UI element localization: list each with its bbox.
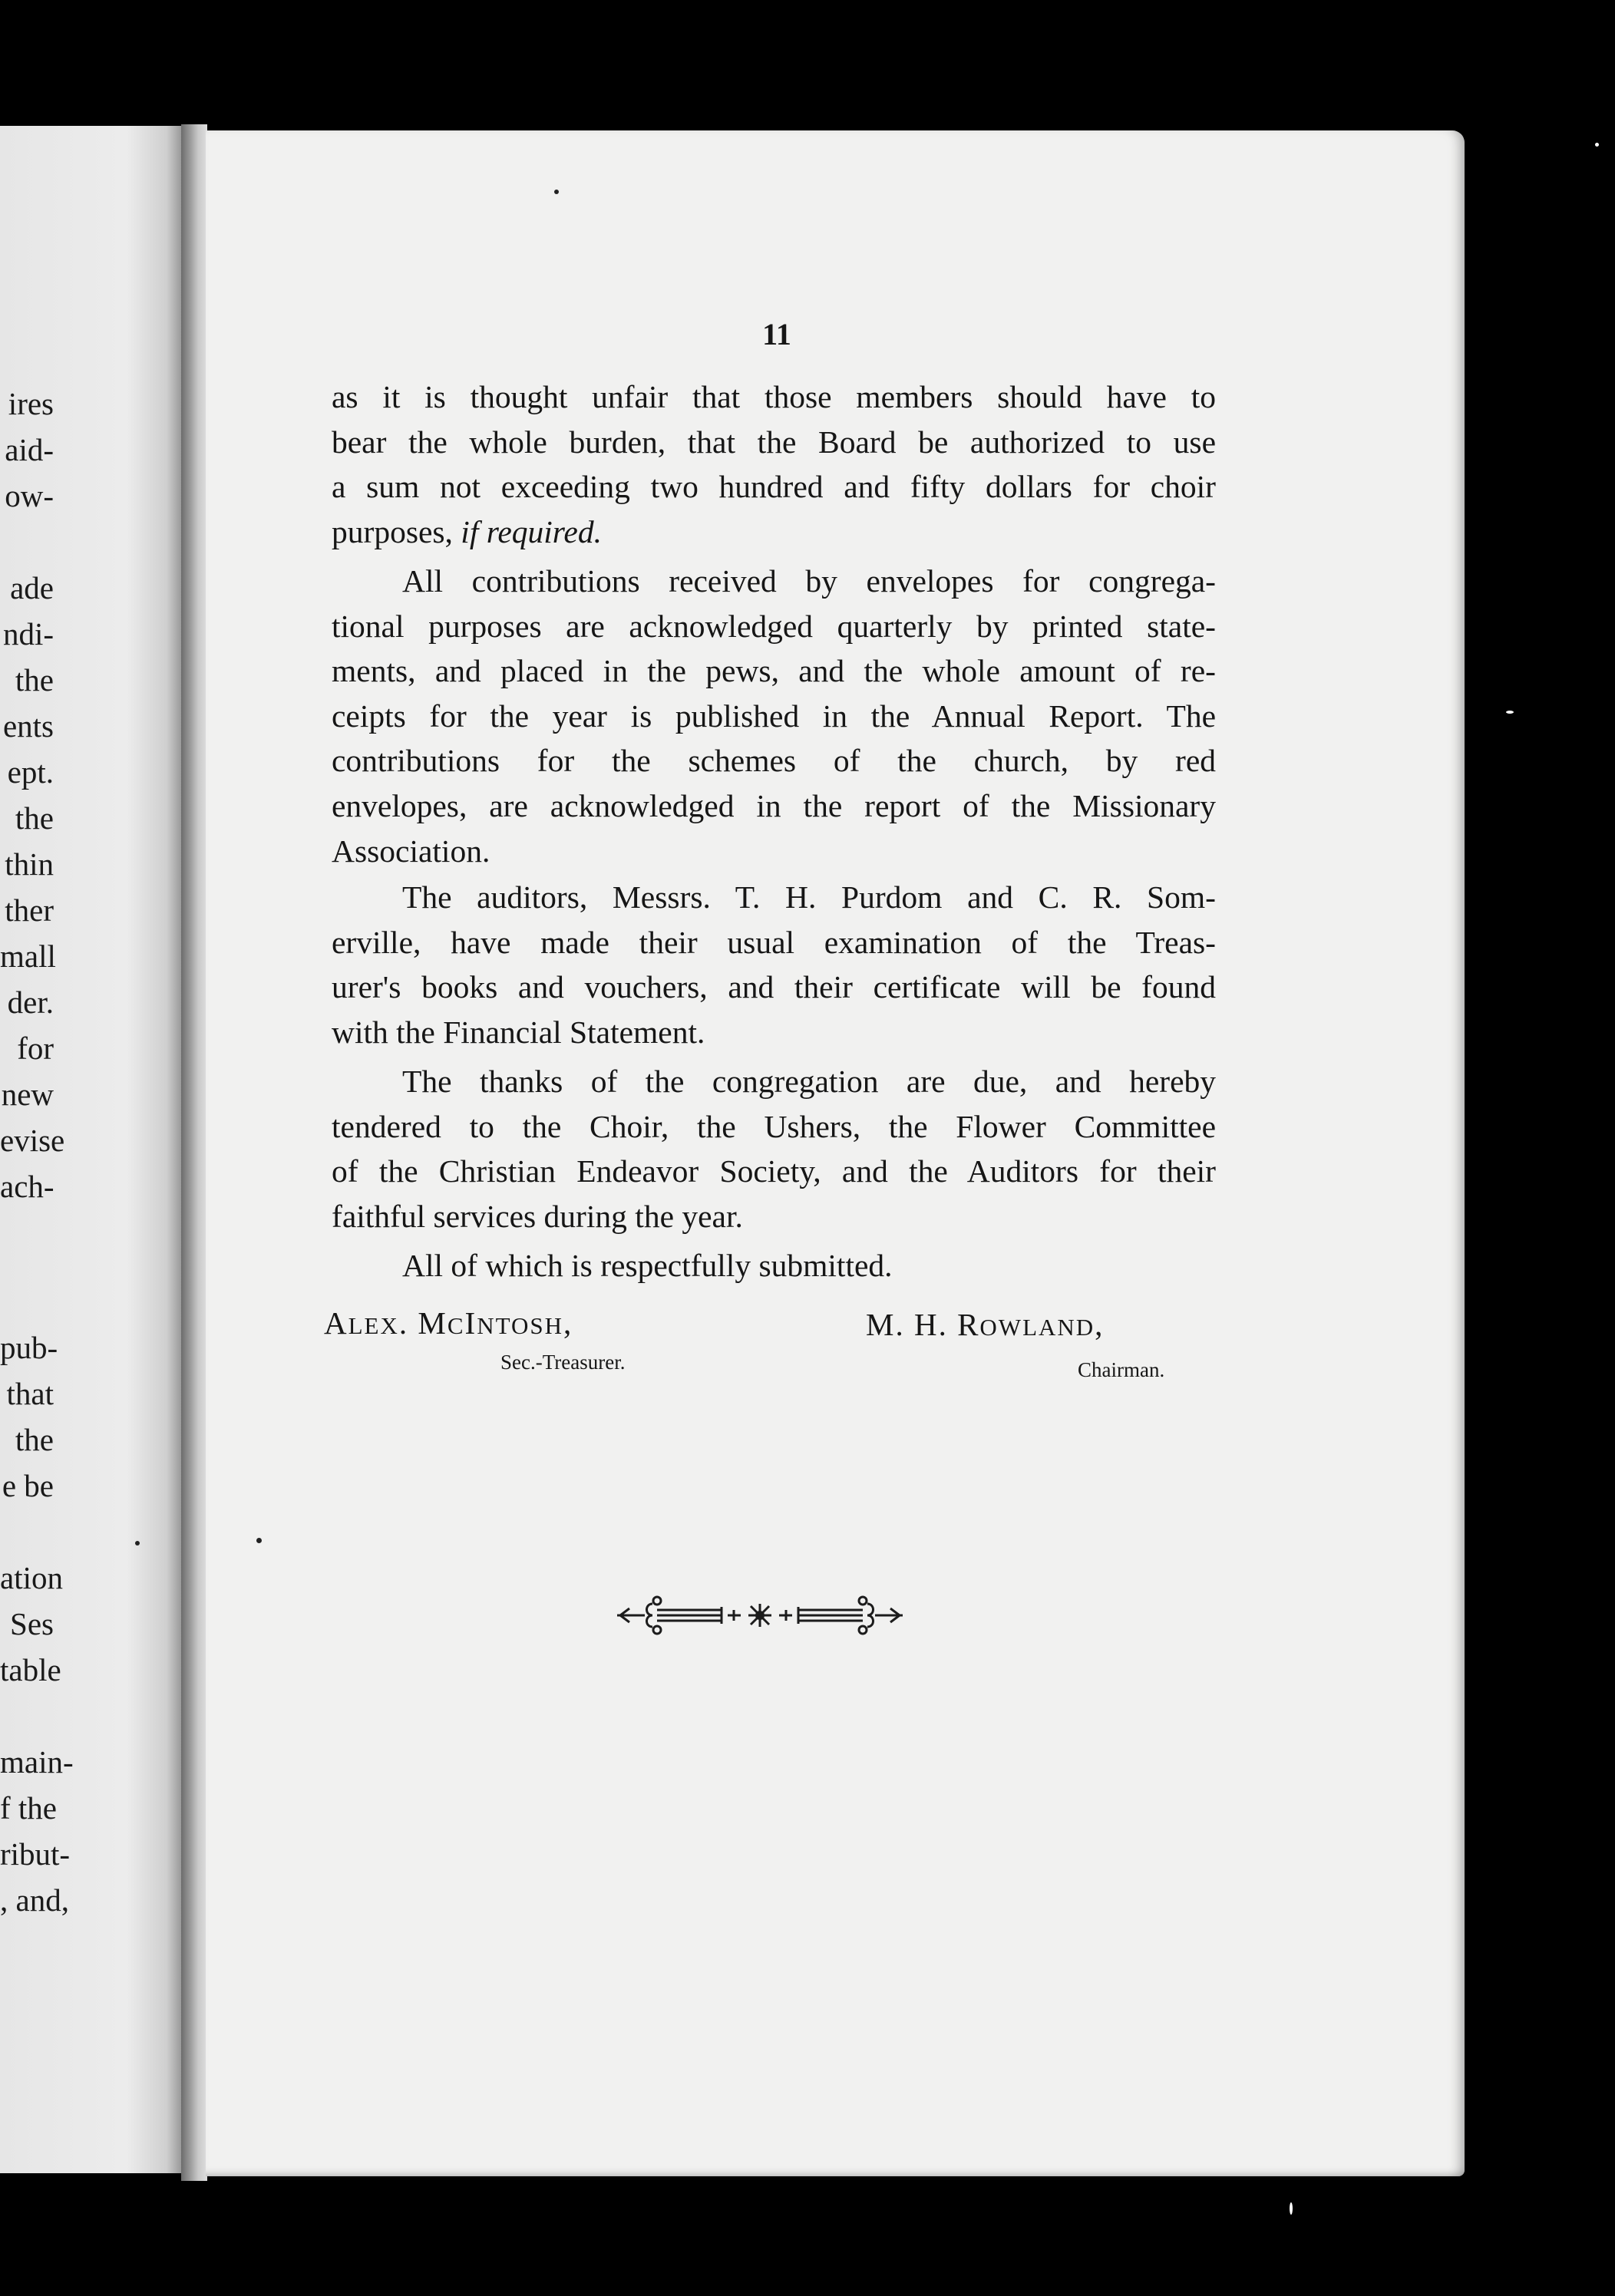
paragraph-choir-funds	[332, 374, 1216, 554]
left-page-fragment: for	[17, 1031, 54, 1066]
text-line: urer's books and vouchers, and their certificate will be found	[332, 969, 1216, 1005]
left-page-fragment: der.	[7, 985, 54, 1020]
signature-title-secretary: Sec.-Treasurer.	[500, 1351, 626, 1374]
text-line: tendered to the Choir, the Ushers, the Flower Committee	[332, 1108, 1216, 1144]
name-part: C	[447, 1312, 465, 1339]
text-line: ceipts for the year is published in the Annual Report. The	[332, 698, 1216, 734]
paragraph-submitted	[332, 1243, 1216, 1288]
text-line: All contributions received by envelopes for congrega-	[402, 563, 1216, 599]
paragraph-thanks	[332, 1059, 1216, 1239]
left-page-fragment: ach-	[0, 1169, 54, 1204]
name-part: M. H. R	[866, 1307, 980, 1342]
left-page-fragment: ow-	[5, 478, 54, 513]
left-page-fragment: mall	[0, 939, 56, 974]
text-line: The thanks of the congregation are due, and hereby	[402, 1064, 1216, 1099]
text-line: tional purposes are acknowledged quarterly by printed state-	[332, 608, 1216, 644]
dust-speck	[256, 1538, 262, 1543]
left-page-fragment: e be	[2, 1468, 54, 1503]
text-line: All of which is respectfully submitted.	[402, 1248, 893, 1283]
dust-speck	[1595, 143, 1599, 147]
text-line: with the Financial Statement.	[332, 1014, 705, 1050]
name-part: NTOSH	[477, 1312, 563, 1339]
decorative-rule-ornament	[614, 1587, 906, 1644]
italic-text: if required.	[461, 513, 602, 549]
book-gutter	[181, 124, 207, 2181]
text-line: contributions for the schemes of the church, by red	[332, 743, 1216, 779]
name-part: A	[324, 1305, 348, 1341]
text-line: ments, and placed in the pews, and the whole amount of re-	[332, 653, 1216, 689]
text-line: of the Christian Endeavor Society, and the Auditors for their	[332, 1153, 1216, 1189]
paragraph-auditors	[332, 875, 1216, 1054]
signature-title-chairman: Chairman.	[1078, 1358, 1165, 1381]
text-line: a sum not exceeding two hundred and fifty dollars for choir	[332, 469, 1216, 505]
left-page-fragment: the	[15, 800, 54, 836]
left-page-fragment: ents	[2, 708, 54, 744]
left-page-fragment: ires	[8, 386, 54, 421]
paragraph-contributions	[332, 559, 1216, 873]
left-page-fragment: ept.	[7, 754, 54, 790]
name-part: OWLAND	[979, 1314, 1095, 1341]
dust-speck	[554, 190, 559, 194]
name-part: ,	[1095, 1307, 1105, 1342]
name-part: LEX	[348, 1312, 399, 1339]
left-page-fragment: Ses	[10, 1606, 54, 1641]
dust-speck	[135, 1541, 140, 1546]
text-line: erville, have made their usual examination of the Treas-	[332, 924, 1216, 960]
text-line: Association.	[332, 833, 490, 869]
name-part: . M	[398, 1305, 448, 1341]
left-page-fragment: ndi-	[2, 616, 54, 652]
left-page-fragment: the	[15, 1422, 54, 1457]
dust-speck	[1506, 711, 1514, 714]
left-page-fragment: evise	[0, 1123, 65, 1158]
left-page-fragment: the	[15, 662, 54, 698]
text-run: purposes,	[332, 513, 461, 549]
left-page-fragment: table	[0, 1652, 61, 1687]
name-part: I	[464, 1305, 477, 1341]
left-page-fragment: pub-	[0, 1330, 58, 1365]
dust-speck	[1290, 2202, 1293, 2215]
left-page-fragment: ribut-	[0, 1836, 71, 1872]
text-line: envelopes, are acknowledged in the report of the Missionary	[332, 787, 1216, 823]
name-part: ,	[563, 1305, 573, 1341]
left-page-fragment: f the	[0, 1790, 57, 1826]
left-page-fragment: ther	[5, 892, 54, 928]
text-line: The auditors, Messrs. T. H. Purdom and C. R. Som-	[402, 879, 1216, 915]
left-page-fragment: aid-	[5, 432, 54, 467]
text-line	[332, 510, 1216, 555]
left-page-fragment: thin	[5, 846, 54, 882]
text-line: bear the whole burden, that the Board be authorized to use	[332, 424, 1216, 460]
page-number: 11	[762, 317, 791, 351]
left-page-fragment: ation	[0, 1560, 63, 1595]
signature-name-chairman	[866, 1306, 1104, 1343]
left-page-fragment: new	[1, 1077, 54, 1112]
text-line: as it is thought unfair that those members should have to	[332, 379, 1216, 414]
left-page-fragment: ade	[10, 570, 54, 605]
left-page-fragment: main-	[0, 1744, 74, 1780]
signature-name-secretary	[324, 1305, 573, 1341]
left-page-fragment: that	[6, 1376, 54, 1411]
left-page-fragment: , and,	[0, 1882, 69, 1918]
text-line: faithful services during the year.	[332, 1198, 743, 1234]
